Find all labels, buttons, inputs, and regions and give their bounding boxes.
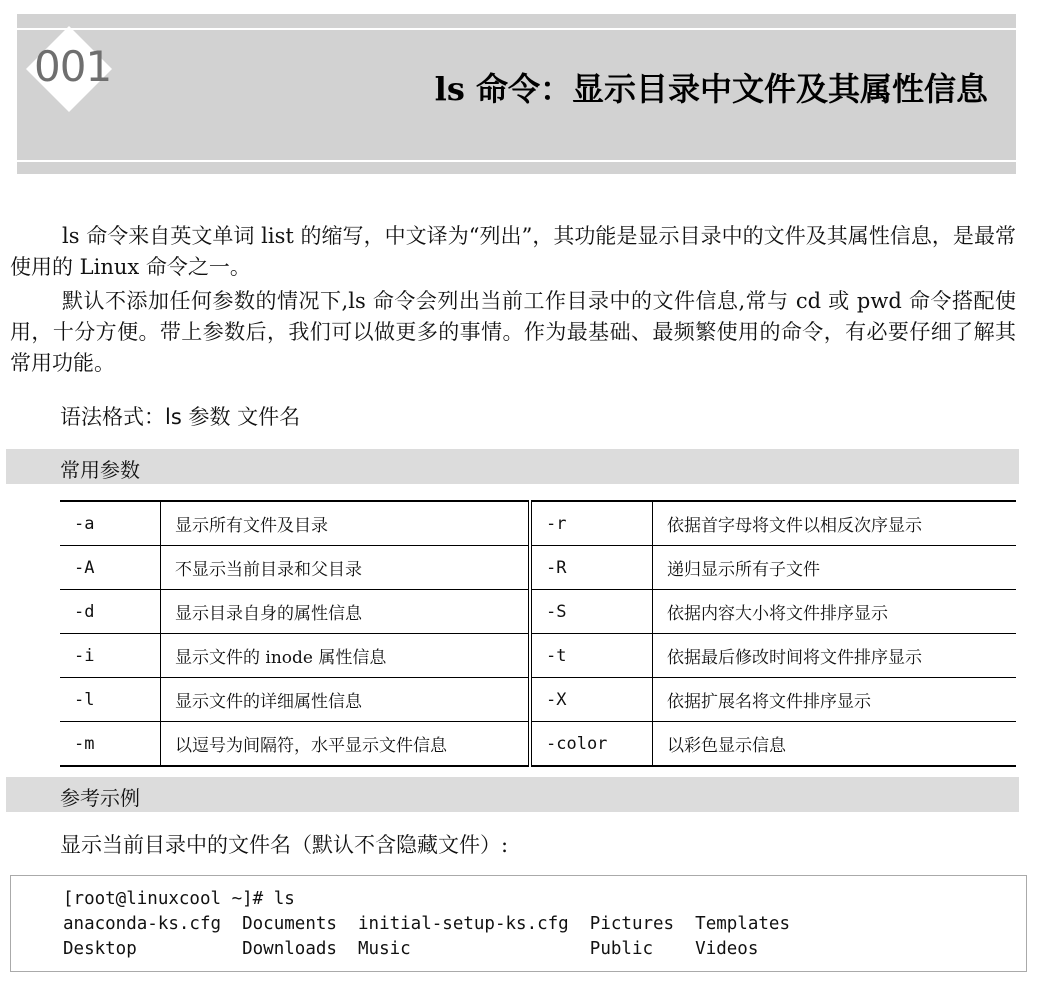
- option-cell: -S: [530, 590, 653, 634]
- description-cell: 显示目录自身的属性信息: [161, 590, 531, 634]
- description-cell: 递归显示所有子文件: [653, 546, 1017, 590]
- code-block: [10, 875, 1027, 972]
- code-line: anaconda-ks.cfg Documents initial-setup-ks.cfg Pictures Templates: [63, 914, 790, 934]
- option-cell: -R: [530, 546, 653, 590]
- section-title: 参考示例: [60, 786, 140, 810]
- syntax-line: 语法格式：ls 参数 文件名: [60, 405, 301, 429]
- code-line: Desktop Downloads Music Public Videos: [63, 939, 759, 959]
- description-cell: 依据扩展名将文件排序显示: [653, 678, 1017, 722]
- option-cell: -i: [60, 634, 161, 678]
- section-title: 常用参数: [60, 458, 140, 482]
- table-row: [60, 501, 1016, 546]
- table-row: [60, 634, 1016, 678]
- description-cell: 依据首字母将文件以相反次序显示: [653, 501, 1017, 546]
- description-cell: 依据最后修改时间将文件排序显示: [653, 634, 1017, 678]
- table-row: [60, 546, 1016, 590]
- option-cell: -a: [60, 501, 161, 546]
- code-line: [root@linuxcool ~]# ls: [63, 889, 295, 909]
- option-cell: -l: [60, 678, 161, 722]
- description-cell: 显示文件的详细属性信息: [161, 678, 531, 722]
- chapter-title: ls 命令：显示目录中文件及其属性信息: [434, 70, 988, 108]
- option-cell: -A: [60, 546, 161, 590]
- table-row: [60, 590, 1016, 634]
- option-cell: -t: [530, 634, 653, 678]
- option-cell: -m: [74, 733, 95, 754]
- header-top-rule: [17, 28, 1016, 30]
- table-row: [60, 678, 1016, 722]
- option-cell: -X: [530, 678, 653, 722]
- table-row: [60, 722, 1016, 767]
- description-cell: 不显示当前目录和父目录: [161, 546, 531, 590]
- option-cell: -color: [546, 733, 608, 754]
- description-cell: 显示所有文件及目录: [161, 501, 531, 546]
- chapter-number: 001: [34, 42, 112, 91]
- params-table: [60, 500, 1016, 767]
- description-cell: 显示文件的 inode 属性信息: [161, 634, 531, 678]
- option-cell: -r: [530, 501, 653, 546]
- section-bar: [6, 449, 1019, 484]
- header-bottom-rule: [17, 160, 1016, 162]
- description-cell: 以彩色显示信息: [653, 722, 1017, 767]
- section-bar: [6, 777, 1019, 812]
- option-cell: -d: [60, 590, 161, 634]
- description-cell: 以逗号为间隔符，水平显示文件信息: [161, 722, 531, 767]
- intro-paragraph: 默认不添加任何参数的情况下,ls 命令会列出当前工作目录中的文件信息,常与 cd 或 pwd 命令搭配使用，十分方便。带上参数后，我们可以做更多的事情。作为最基础、最频繁使用的命令，有必要仔细了解其常用功能。: [10, 289, 1016, 375]
- example-caption: 显示当前目录中的文件名（默认不含隐藏文件）:: [60, 833, 509, 857]
- description-cell: 依据内容大小将文件排序显示: [653, 590, 1017, 634]
- intro-paragraph: ls 命令来自英文单词 list 的缩写，中文译为“列出”，其功能是显示目录中的文件及其属性信息，是最常使用的 Linux 命令之一。: [10, 224, 1016, 279]
